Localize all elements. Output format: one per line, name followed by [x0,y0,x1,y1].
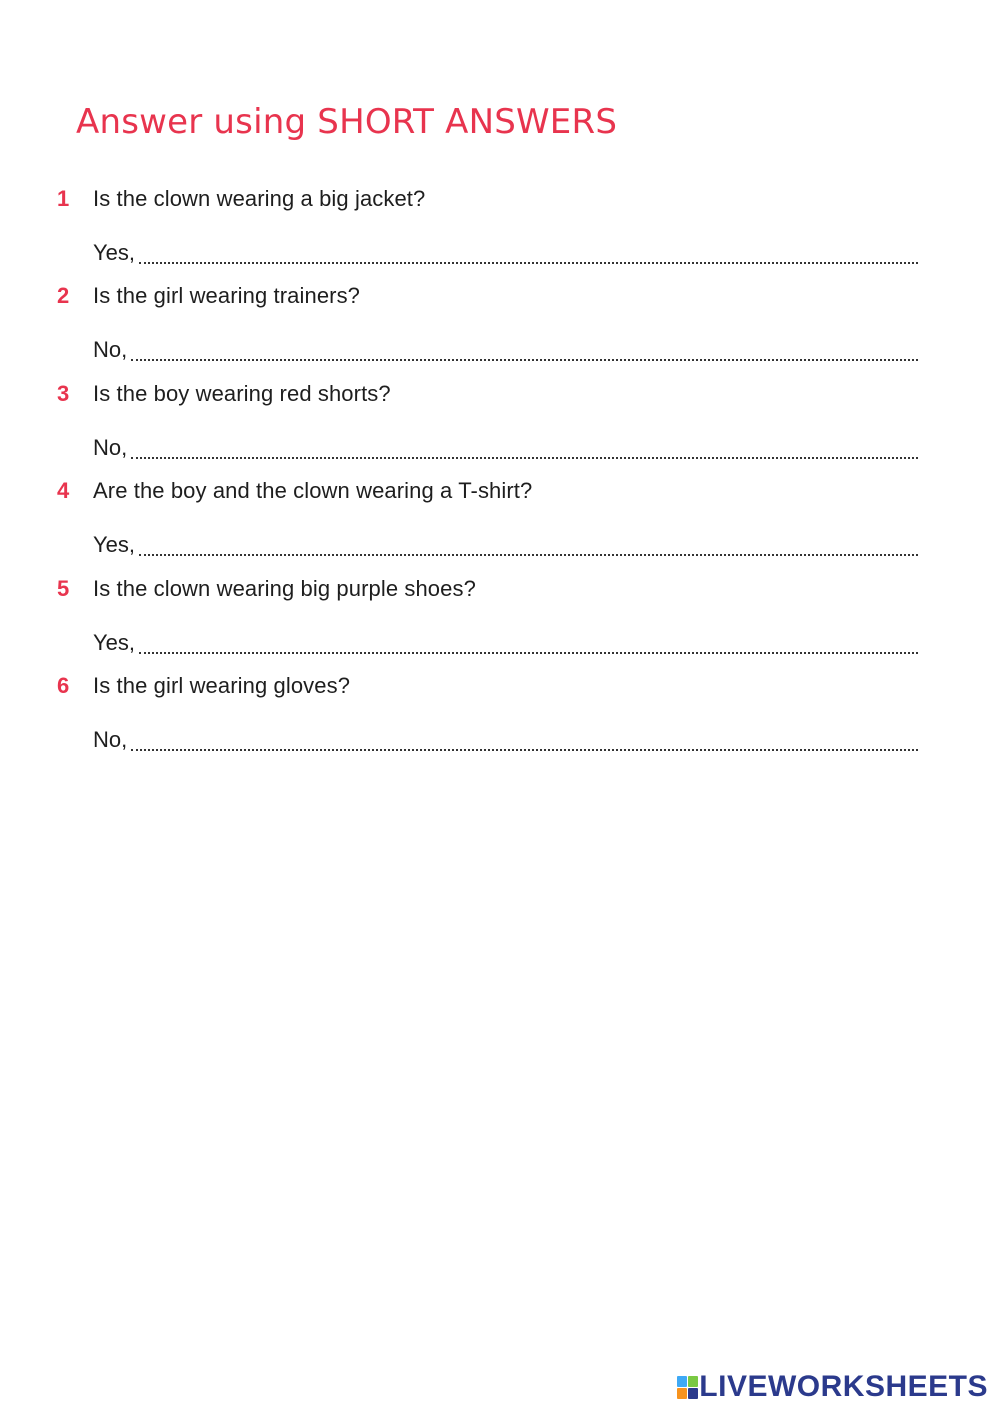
question-text: Is the clown wearing big purple shoes? [93,575,476,601]
question-text: Is the boy wearing red shorts? [93,380,391,406]
logo-tile [677,1376,687,1387]
question-item [0,277,1000,374]
answer-input[interactable] [131,431,918,459]
answer-input[interactable] [131,333,918,361]
question-row [0,570,1000,610]
question-text: Is the girl wearing gloves? [93,672,351,698]
question-row [0,472,1000,512]
question-row [0,180,1000,220]
brand-footer [677,1370,988,1404]
question-number: 2 [57,283,70,309]
brand-name: LIVEWORKSHEETS [699,1370,988,1403]
liveworksheets-logo-icon [677,1376,697,1398]
question-item [0,375,1000,472]
logo-tile [677,1388,687,1399]
answer-input[interactable] [139,626,918,654]
answer-row [93,427,918,461]
question-item [0,570,1000,667]
answer-row [93,622,918,656]
answer-row [93,719,918,753]
question-item [0,472,1000,569]
answer-prefix: Yes, [93,240,136,265]
answer-prefix: Yes, [93,532,136,558]
question-row [0,375,1000,415]
question-number: 1 [57,186,70,211]
question-number: 3 [57,380,70,406]
page-title: Answer using SHORT ANSWERS [76,102,618,142]
answer-prefix: No, [93,726,128,752]
answer-row [93,232,918,266]
answer-input[interactable] [139,236,918,264]
question-item [0,667,1000,764]
answer-input[interactable] [139,528,918,556]
question-row [0,667,1000,707]
question-text: Are the boy and the clown wearing a T-shirt? [93,478,533,504]
question-row [0,277,1000,317]
answer-prefix: Yes, [93,629,136,655]
answer-row [93,524,918,558]
answer-input[interactable] [131,723,918,751]
logo-tile [688,1376,698,1387]
answer-prefix: No, [93,337,128,363]
question-item [0,180,1000,277]
question-number: 6 [57,672,70,698]
answer-prefix: No, [93,434,128,460]
answer-row [93,329,918,363]
question-number: 4 [57,478,70,504]
question-text: Is the girl wearing trainers? [93,283,361,309]
question-number: 5 [57,575,70,601]
question-text: Is the clown wearing a big jacket? [93,186,426,211]
question-list [0,180,1000,764]
logo-tile [688,1388,698,1399]
